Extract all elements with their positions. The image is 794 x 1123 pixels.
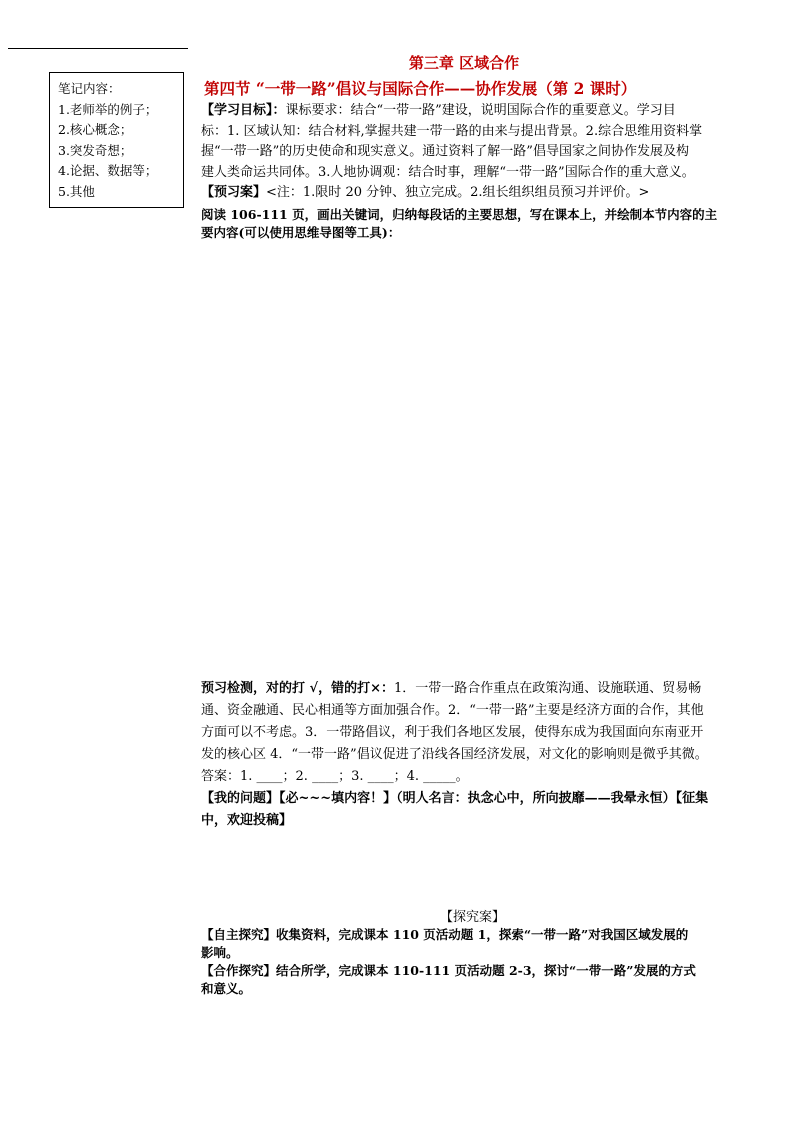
quiz-line: 1．一带一路合作重点在政策沟通、设施联通、贸易畅 — [393, 681, 702, 696]
self-explore-text: 收集资料，完成课本 110 页活动题 1，探索“一带一路”对我国区域发展的 — [276, 927, 689, 942]
chapter-title: 第三章 区域合作 — [408, 54, 520, 72]
goals-line: 建人类命运共同体。3.人地协调观：结合时事，理解“一带一路”国际合作的重大意义。 — [201, 164, 695, 180]
coop-explore-text: 和意义。 — [201, 981, 252, 996]
self-explore-text: 影响。 — [201, 945, 239, 960]
quiz-answer: 答案：1. ____；2. ____；3. ____；4. _____。 — [201, 769, 469, 784]
preview-label: 【预习案】 — [201, 185, 267, 200]
notes-item: 5.其他 — [58, 183, 95, 199]
goals-line: 标：1. 区域认知：结合材料,掌握共建一带一路的由来与提出背景。2.综合思维用资料掌 — [201, 123, 703, 139]
preview-quiz — [201, 678, 753, 832]
learning-goals — [201, 101, 753, 204]
notes-item: 4.论据、数据等； — [58, 163, 158, 178]
reading-line: 要内容(可以使用思维导图等工具)： — [201, 225, 401, 240]
my-question: 【我的问题】【必~~~填内容！】（明人名言：执念心中，所向披靡——我晕永恒）【征集 — [201, 791, 709, 806]
notes-item: 3.突发奇想； — [58, 142, 133, 158]
reading-instruction — [201, 206, 753, 242]
coop-explore-text: 结合所学，完成课本 110-111 页活动题 2-3，探讨“一带一路”发展的方式 — [276, 963, 696, 978]
preview-note: <注：1.限时 20 分钟、独立完成。2.组长组织组员预习并评价。> — [266, 185, 650, 200]
notes-item: 1.老师举的例子； — [58, 101, 158, 117]
notes-box — [49, 72, 184, 208]
my-question: 中，欢迎投稿】 — [201, 813, 293, 828]
coop-explore-label: 【合作探究】 — [201, 963, 277, 978]
quiz-line: 方面可以不考虑。3．一带路倡议，利于我们各地区发展，使得东成为我国面向东南亚开 — [201, 725, 704, 740]
quiz-line: 通、资金融通、民心相通等方面加强合作。2．“一带一路”主要是经济方面的合作，其他 — [201, 703, 704, 718]
section-title: 第四节 “一带一路”倡议与国际合作——协作发展（第 2 课时） — [204, 79, 637, 98]
goals-line: 课标要求：结合“一带一路”建设，说明国际合作的重要意义。学习目 — [285, 103, 676, 118]
goals-label: 【学习目标】： — [201, 103, 286, 118]
goals-line: 握“一带一路”的历史使命和现实意义。通过资料了解一路”倡导国家之间协作发展及构 — [201, 144, 689, 159]
quiz-label: 预习检测，对的打 √，错的打×： — [201, 681, 394, 696]
quiz-line: 发的核心区 4．“一带一路”倡议促进了沿线各国经济发展，对文化的影响则是微乎其微。 — [201, 747, 708, 762]
notes-item: 2.核心概念； — [58, 122, 133, 137]
explore-header: 【探究案】 — [440, 910, 506, 925]
self-explore-label: 【自主探究】 — [201, 927, 277, 942]
notes-title: 笔记内容： — [58, 81, 121, 96]
reading-line: 阅读 106-111 页，画出关键词，归纳每段话的主要思想，写在课本上，并绘制本节内容的主 — [201, 207, 718, 222]
top-rule — [8, 48, 188, 49]
explore-section — [201, 926, 753, 998]
